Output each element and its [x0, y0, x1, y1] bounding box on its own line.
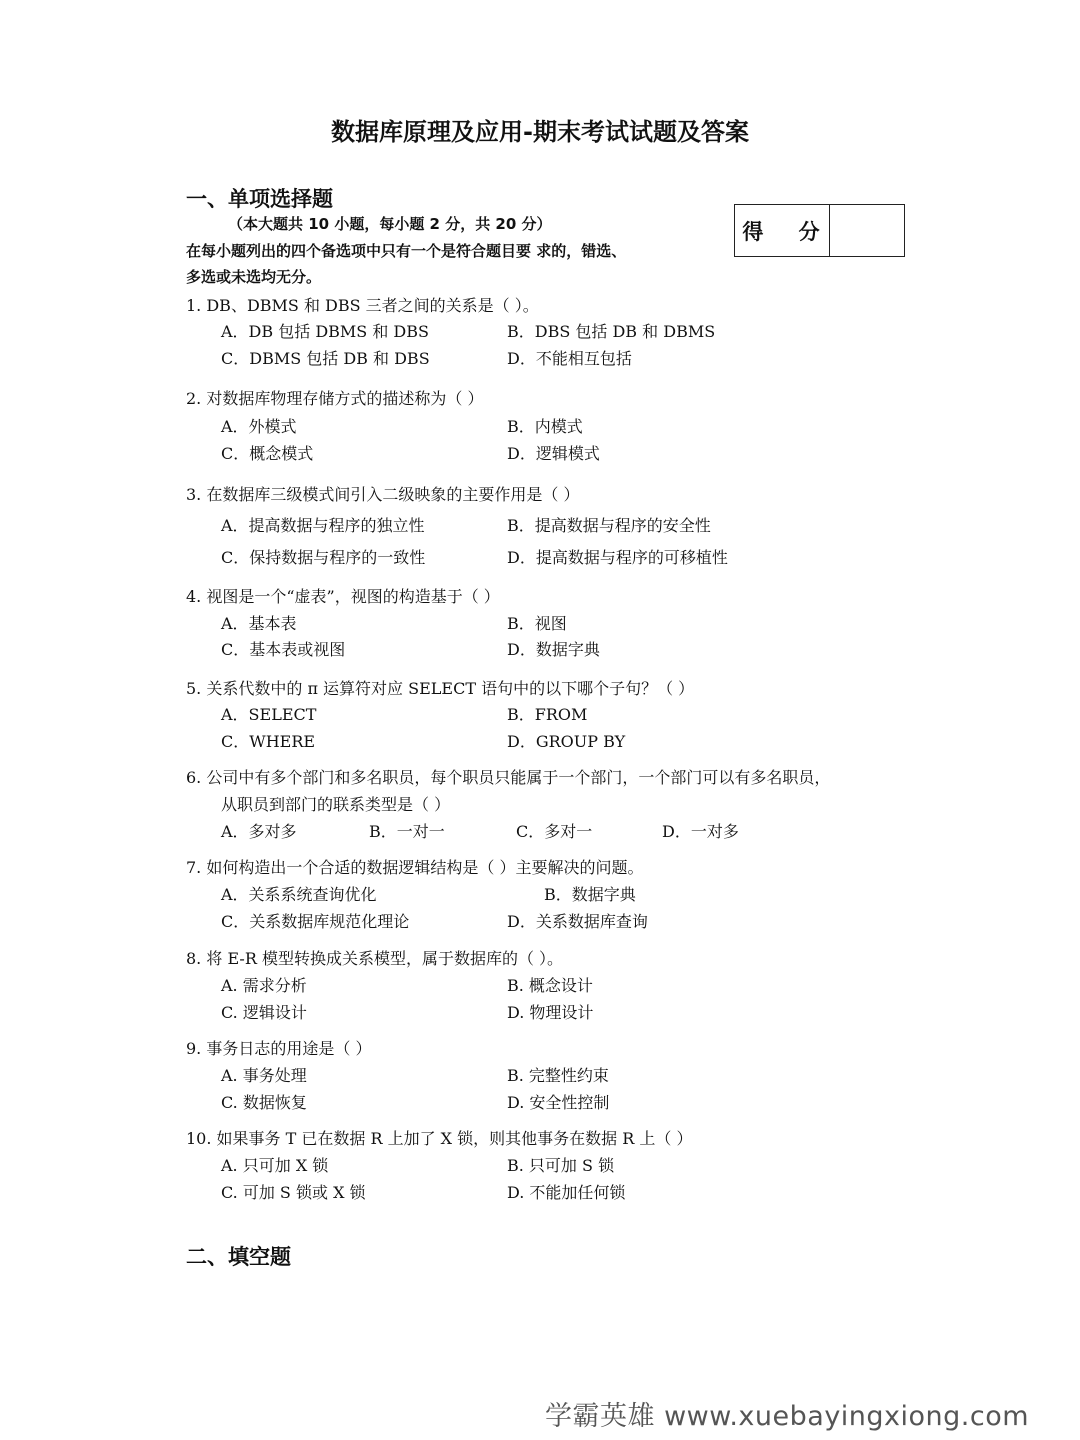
option-d: D．提高数据与程序的可移植性 — [507, 548, 728, 567]
option-b: B．视图 — [507, 614, 567, 633]
option-c: C．多对一 — [516, 822, 593, 841]
section-note: （本大题共 10 小题，每小题 2 分，共 20 分） — [228, 215, 552, 233]
question-stem: 3. 在数据库三级模式间引入二级映象的主要作用是（ ） — [186, 485, 580, 504]
watermark: 学霸英雄 www.xuebayingxiong.com — [545, 1401, 1030, 1432]
question-stem: 7. 如何构造出一个合适的数据逻辑结构是（ ）主要解决的问题。 — [186, 858, 644, 877]
question-stem: 10. 如果事务 T 已在数据 R 上加了 X 锁，则其他事务在数据 R 上（ ） — [186, 1129, 693, 1148]
option-c: C．关系数据库规范化理论 — [221, 912, 410, 931]
option-a: A．DB 包括 DBMS 和 DBS — [221, 322, 429, 341]
question-stem: 4. 视图是一个“虚表”，视图的构造基于（ ） — [186, 587, 500, 606]
option-b: B．数据字典 — [544, 885, 636, 904]
option-c: C．WHERE — [221, 732, 316, 751]
section-heading-choice: 一、单项选择题 — [186, 187, 333, 211]
option-b: B．一对一 — [369, 822, 445, 841]
score-box — [734, 204, 905, 257]
section-instruction-line2: 多选或未选均无分。 — [186, 268, 322, 286]
option-d: D．数据字典 — [507, 640, 600, 659]
option-d: D. 不能加任何锁 — [507, 1183, 626, 1202]
option-d: D. 安全性控制 — [507, 1093, 610, 1112]
option-c: C．DBMS 包括 DB 和 DBS — [221, 349, 430, 368]
option-c: C. 逻辑设计 — [221, 1003, 307, 1022]
option-a: A．关系系统查询优化 — [221, 885, 377, 904]
option-a: A．SELECT — [221, 705, 317, 724]
page-title: 数据库原理及应用-期末考试试题及答案 — [331, 118, 749, 146]
option-b: B．提高数据与程序的安全性 — [507, 516, 711, 535]
option-c: C．保持数据与程序的一致性 — [221, 548, 426, 567]
option-d: D．一对多 — [662, 822, 739, 841]
score-label: 得 分 — [735, 205, 830, 256]
option-a: A. 只可加 X 锁 — [221, 1156, 329, 1175]
option-d: D．关系数据库查询 — [507, 912, 648, 931]
option-d: D. 物理设计 — [507, 1003, 594, 1022]
option-c: C．基本表或视图 — [221, 640, 346, 659]
option-b: B. 只可加 S 锁 — [507, 1156, 615, 1175]
option-d: D．GROUP BY — [507, 732, 626, 751]
score-value — [830, 205, 904, 256]
option-b: B．内模式 — [507, 417, 583, 436]
option-c: C. 可加 S 锁或 X 锁 — [221, 1183, 366, 1202]
section-instruction-line1: 在每小题列出的四个备选项中只有一个是符合题目要 求的，错选、 — [186, 242, 627, 260]
option-a: A. 需求分析 — [221, 976, 307, 995]
question-stem-continued: 从职员到部门的联系类型是（ ） — [221, 795, 451, 814]
question-stem: 9. 事务日志的用途是（ ） — [186, 1039, 372, 1058]
option-c: C. 数据恢复 — [221, 1093, 307, 1112]
question-stem: 5. 关系代数中的 π 运算符对应 SELECT 语句中的以下哪个子句？（ ） — [186, 679, 695, 698]
question-stem: 6. 公司中有多个部门和多名职员，每个职员只能属于一个部门，一个部门可以有多名职员， — [186, 768, 831, 787]
question-stem: 8. 将 E-R 模型转换成关系模型，属于数据库的（ ）。 — [186, 949, 564, 968]
question-stem: 2. 对数据库物理存储方式的描述称为（ ） — [186, 389, 484, 408]
option-a: A．基本表 — [221, 614, 297, 633]
option-b: B．DBS 包括 DB 和 DBMS — [507, 322, 716, 341]
option-b: B. 概念设计 — [507, 976, 593, 995]
option-b: B. 完整性约束 — [507, 1066, 609, 1085]
option-a: A．提高数据与程序的独立性 — [221, 516, 425, 535]
section-heading-fill: 二、填空题 — [186, 1245, 291, 1269]
option-a: A．外模式 — [221, 417, 297, 436]
option-d: D．逻辑模式 — [507, 444, 600, 463]
option-d: D．不能相互包括 — [507, 349, 632, 368]
option-c: C．概念模式 — [221, 444, 314, 463]
option-a: A. 事务处理 — [221, 1066, 307, 1085]
question-stem: 1. DB、DBMS 和 DBS 三者之间的关系是（ ）。 — [186, 296, 539, 315]
option-b: B．FROM — [507, 705, 588, 724]
option-a: A．多对多 — [221, 822, 297, 841]
